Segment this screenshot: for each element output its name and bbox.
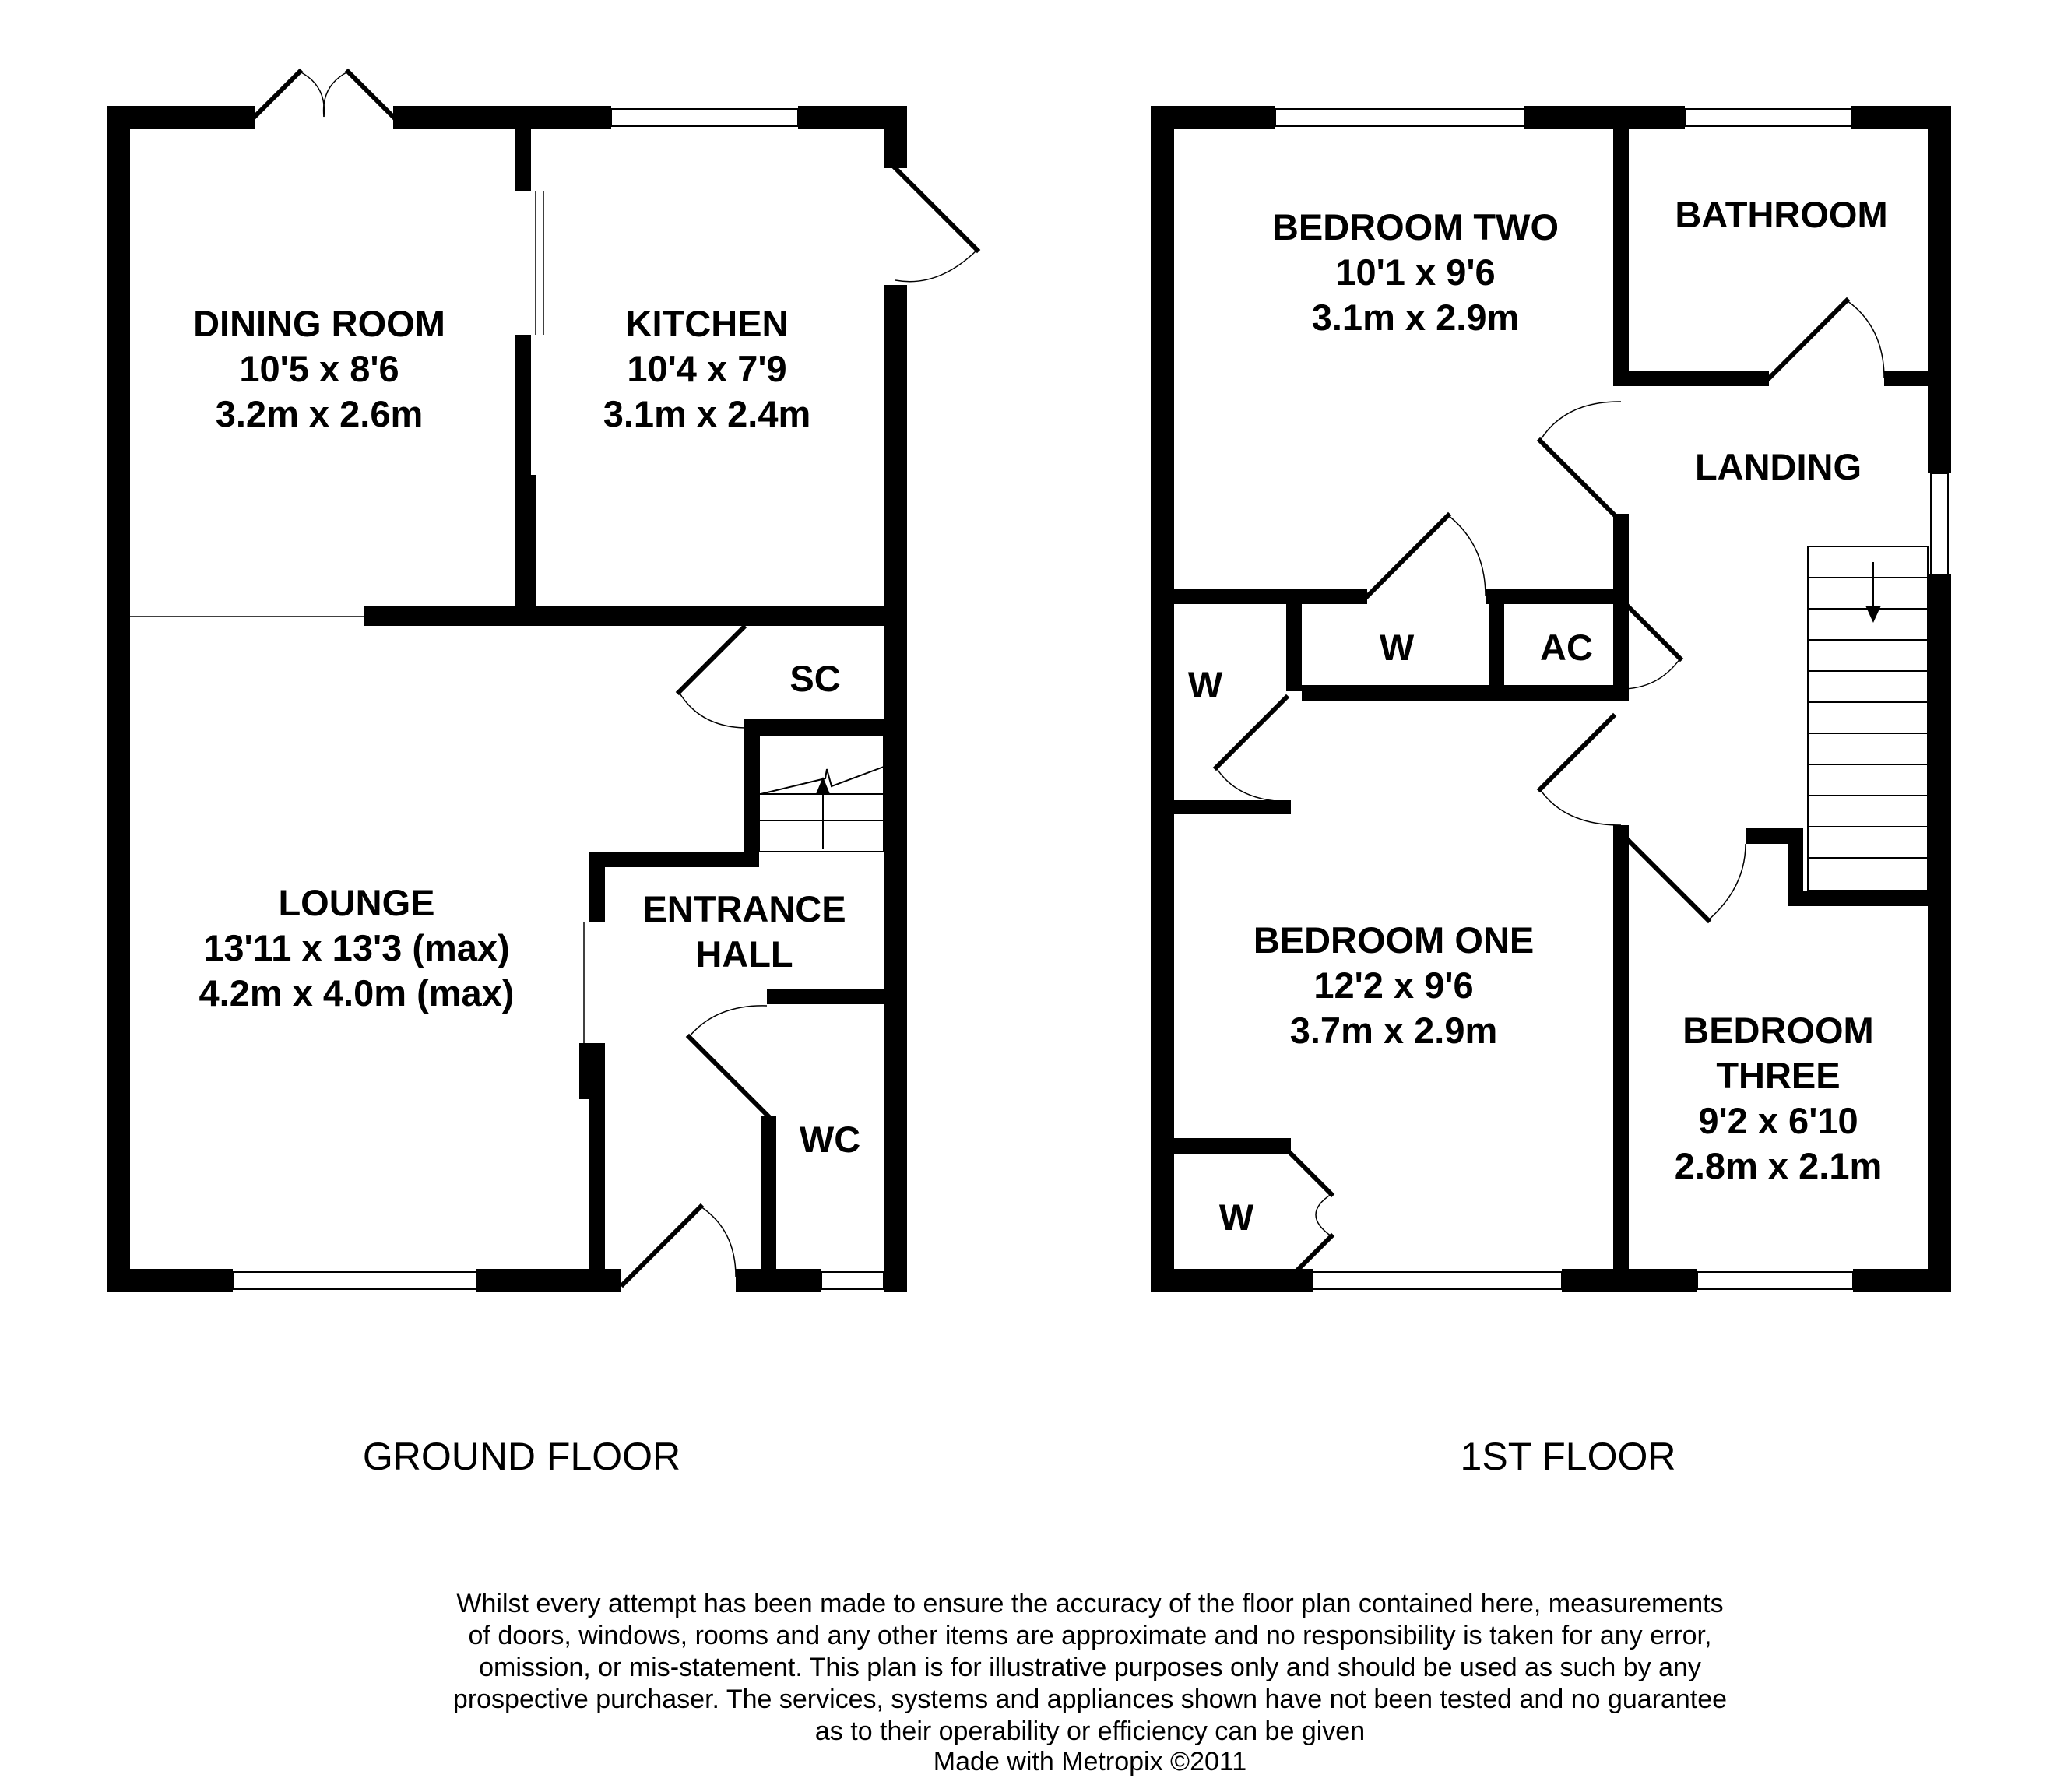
bedroom-three-name-line2: THREE [1716,1055,1841,1096]
dining-room-metric: 3.2m x 2.6m [215,393,424,434]
bedroom-three-metric: 2.8m x 2.1m [1674,1145,1883,1186]
wc-label: WC [799,1119,861,1160]
dining-room-name: DINING ROOM [193,303,445,344]
ground-floor-walls [107,106,907,1292]
entrance-hall-name: ENTRANCE [642,888,846,929]
window [821,1272,884,1289]
window [1931,473,1948,574]
wardrobe-label: W [1218,1196,1254,1238]
ground-floor-doors [121,72,977,1284]
stair-arrow-icon [1865,606,1881,623]
window [233,1272,476,1289]
wardrobe-label: W [1187,664,1223,705]
window [1275,109,1524,126]
window [1685,109,1851,126]
entrance-hall-name-line2: HALL [695,933,793,975]
sc-label: SC [789,658,841,699]
kitchen-metric: 3.1m x 2.4m [603,393,811,434]
kitchen-name: KITCHEN [625,303,789,344]
bathroom-name: BATHROOM [1675,194,1888,235]
dining-room-imperial: 10'5 x 8'6 [239,348,399,389]
window [1313,1272,1562,1289]
bedroom-three-name: BEDROOM [1682,1010,1874,1051]
bedroom-two-name: BEDROOM TWO [1271,206,1559,248]
wardrobe-label: W [1379,627,1415,668]
airing-cupboard-label: AC [1540,627,1593,668]
kitchen-imperial: 10'4 x 7'9 [627,348,787,389]
disclaimer-text: Whilst every attempt has been made to ensure the accuracy of the floor plan contained here, measurements of doors, windows, rooms and any other items are approximate and no responsibility is taken for any error, omission, or mis-statement. This plan is for illustrative purposes only and should be used as such by any prospective purchaser. The services, systems and appliances shown have not been tested and no guarantee as to their operability or efficiency can be given [452,1589,1728,1746]
bedroom-three-imperial: 9'2 x 6'10 [1698,1100,1858,1141]
bedroom-one-name: BEDROOM ONE [1253,919,1535,961]
ground-floor-plan [107,72,977,1478]
ground-floor-stairs [759,735,884,852]
lounge-metric: 4.2m x 4.0m (max) [199,972,515,1014]
bedroom-one-imperial: 12'2 x 9'6 [1313,965,1474,1006]
first-floor-title: 1ST FLOOR [1460,1435,1676,1478]
first-floor-stairs [1808,546,1928,891]
first-floor-plan [1151,106,1951,1478]
lounge-name: LOUNGE [278,882,435,923]
ground-floor-title: GROUND FLOOR [362,1435,681,1478]
window [611,109,798,126]
bedroom-two-imperial: 10'1 x 9'6 [1335,251,1496,293]
credit-text: Made with Metropix ©2011 [933,1747,1247,1776]
bedroom-one-metric: 3.7m x 2.9m [1289,1010,1498,1051]
bedroom-two-metric: 3.1m x 2.9m [1311,297,1520,338]
ground-floor-windows [233,109,884,1289]
window [1697,1272,1853,1289]
lounge-imperial: 13'11 x 13'3 (max) [203,927,510,968]
landing-name: LANDING [1694,446,1862,487]
